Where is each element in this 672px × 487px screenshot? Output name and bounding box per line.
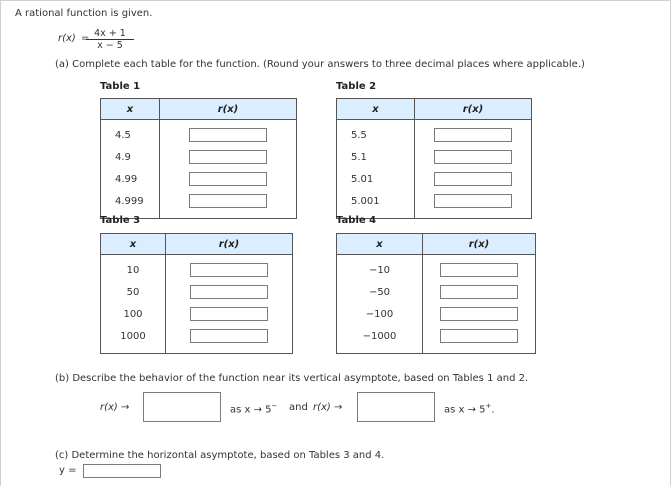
table-3-answer-1[interactable] [190, 263, 268, 277]
table-1-x-3: 4.99 [101, 168, 160, 190]
table-3-title: Table 3 [100, 215, 141, 226]
table-4-x-3: −100 [337, 303, 423, 325]
table-2-answer-1[interactable] [434, 128, 512, 142]
function-denominator: x − 5 [97, 40, 123, 51]
part-b-and: and [289, 402, 308, 413]
superscript-minus: − [271, 402, 278, 410]
part-b-as-right [444, 402, 495, 415]
table-4-col-x: x [337, 234, 423, 255]
table-1-answer-1[interactable] [189, 128, 267, 142]
table-3-x-3: 100 [101, 303, 166, 325]
function-fraction [86, 28, 134, 52]
intro-text: A rational function is given. [15, 8, 153, 19]
table-1-col-r: r(x) [160, 99, 297, 120]
table-4-x-2: −50 [337, 281, 423, 303]
horizontal-asymptote-answer[interactable] [83, 464, 161, 478]
table-3-x-1: 10 [101, 255, 166, 282]
table-4-x-4: −1000 [337, 325, 423, 354]
period: . [491, 404, 495, 416]
table-3-col-r: r(x) [166, 234, 293, 255]
table-1 [100, 98, 297, 219]
table-1-answer-2[interactable] [189, 150, 267, 164]
function-equals: = [81, 33, 90, 44]
right-limit-answer[interactable] [357, 392, 435, 422]
table-2 [336, 98, 532, 219]
part-b-as-left [230, 402, 277, 415]
table-4-answer-2[interactable] [440, 285, 518, 299]
part-a-prompt: (a) Complete each table for the function. (Round your answers to three decimal places where applicable.) [55, 59, 585, 70]
table-1-answer-4[interactable] [189, 194, 267, 208]
table-3-answer-2[interactable] [190, 285, 268, 299]
table-2-answer-4[interactable] [434, 194, 512, 208]
as-x-5-left: as x → 5 [230, 404, 272, 416]
table-3-answer-4[interactable] [190, 329, 268, 343]
table-2-answer-3[interactable] [434, 172, 512, 186]
table-1-title: Table 1 [100, 81, 141, 92]
table-1-x-4: 4.999 [101, 190, 160, 219]
table-1-answer-3[interactable] [189, 172, 267, 186]
table-1-x-2: 4.9 [101, 146, 160, 168]
table-3-col-x: x [101, 234, 166, 255]
left-limit-answer[interactable] [143, 392, 221, 422]
table-2-title: Table 2 [336, 81, 377, 92]
table-2-x-2: 5.1 [337, 146, 415, 168]
table-2-answer-2[interactable] [434, 150, 512, 164]
as-x-5-right: as x → 5 [444, 404, 486, 416]
function-numerator: 4x + 1 [86, 28, 134, 40]
table-1-x-1: 4.5 [101, 120, 160, 147]
table-4-answer-1[interactable] [440, 263, 518, 277]
function-lhs: r(x) [58, 33, 76, 44]
superscript-plus: + [485, 402, 492, 410]
table-2-x-1: 5.5 [337, 120, 415, 147]
part-b-rx-left: r(x) → [100, 402, 130, 413]
table-3-x-4: 1000 [101, 325, 166, 354]
part-c-prompt: (c) Determine the horizontal asymptote, based on Tables 3 and 4. [55, 450, 385, 461]
table-2-col-x: x [337, 99, 415, 120]
table-2-col-r: r(x) [415, 99, 532, 120]
part-b-rx-right: r(x) → [313, 402, 343, 413]
table-3-x-2: 50 [101, 281, 166, 303]
table-4-title: Table 4 [336, 215, 377, 226]
table-4-col-r: r(x) [423, 234, 536, 255]
table-4-answer-4[interactable] [440, 329, 518, 343]
table-2-x-3: 5.01 [337, 168, 415, 190]
table-4 [336, 233, 536, 354]
table-3-answer-3[interactable] [190, 307, 268, 321]
table-4-answer-3[interactable] [440, 307, 518, 321]
table-2-x-4: 5.001 [337, 190, 415, 219]
table-1-col-x: x [101, 99, 160, 120]
table-4-x-1: −10 [337, 255, 423, 282]
y-label: y = [59, 465, 77, 476]
table-3 [100, 233, 293, 354]
part-b-prompt: (b) Describe the behavior of the function near its vertical asymptote, based on Tables 1 and 2. [55, 373, 529, 384]
